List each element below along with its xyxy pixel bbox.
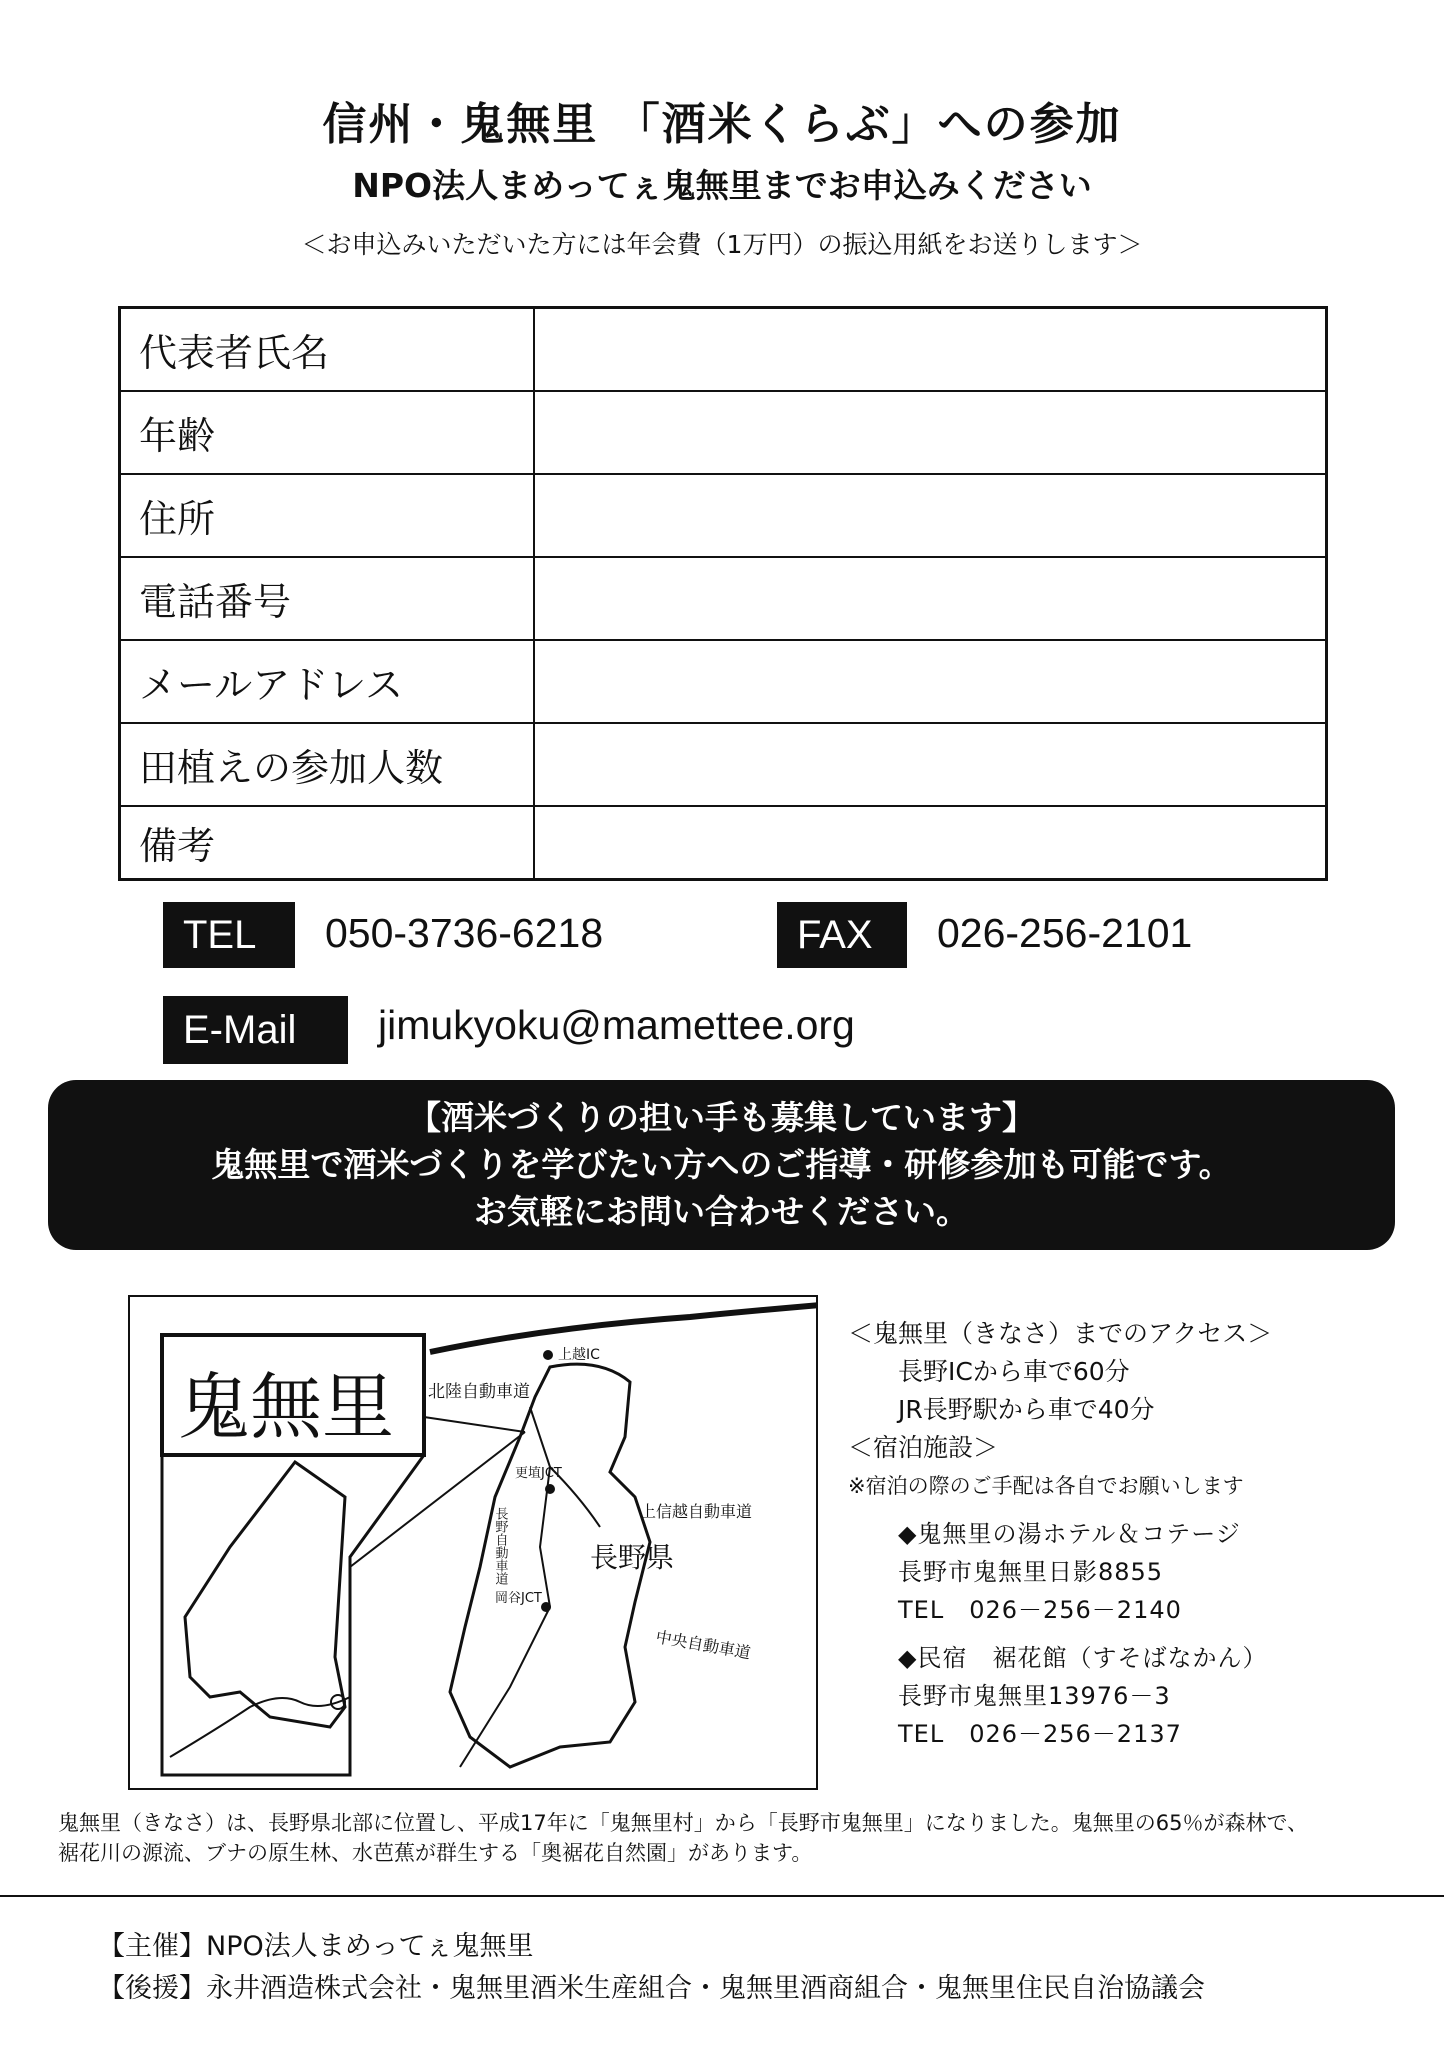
form-label-participants: 田植えの参加人数	[120, 723, 534, 806]
form-label-age: 年齢	[120, 391, 534, 474]
form-row	[120, 723, 1327, 806]
organizer: 【主催】NPO法人まめってぇ鬼無里	[98, 1931, 534, 1962]
supporters: 【後援】永井酒造株式会社・鬼無里酒米生産組合・鬼無里酒商組合・鬼無里住民自治協議会	[98, 1973, 1205, 2004]
map-label-nagano-expy: 長野自動車道	[492, 1507, 508, 1585]
access-by-car-ic: 長野ICから車で60分	[898, 1357, 1130, 1386]
banner-line: お気軽にお問い合わせください。	[474, 1192, 969, 1231]
form-field-phone[interactable]	[534, 557, 1327, 640]
kinasa-outline	[185, 1462, 345, 1727]
map-label-hokuriku: 北陸自動車道	[428, 1382, 530, 1402]
stay-heading: ＜宿泊施設＞	[848, 1433, 999, 1462]
form-label-representative: 代表者氏名	[120, 308, 534, 391]
tel-number[interactable]: 050-3736-6218	[325, 910, 604, 956]
form-row	[120, 640, 1327, 723]
access-by-car-station: JR長野駅から車で40分	[898, 1395, 1155, 1424]
banner-heading: 【酒米づくりの担い手も募集しています】	[408, 1098, 1035, 1137]
map-label-pref: 長野県	[590, 1541, 675, 1574]
access-info	[848, 1315, 1408, 1753]
form-label-remarks: 備考	[120, 806, 534, 880]
hotel1-tel[interactable]: TEL 026－256－2140	[898, 1596, 1182, 1624]
fax-label: FAX	[777, 902, 907, 968]
map-label-chuo: 中央自動車道	[654, 1627, 753, 1663]
map-label-okaya: 岡谷JCT	[495, 1591, 542, 1606]
access-heading: ＜鬼無里（きなさ）までのアクセス＞	[848, 1319, 1273, 1348]
footer	[98, 1926, 1205, 2010]
stay-note: ※宿泊の際のご手配は各自でお願いします	[848, 1474, 1244, 1498]
divider	[0, 1895, 1444, 1897]
fee-note: ＜お申込みいただいた方には年会費（1万円）の振込用紙をお送りします＞	[301, 230, 1143, 259]
hotel1-address: 長野市鬼無里日影8855	[898, 1558, 1164, 1586]
tel-label: TEL	[163, 902, 295, 968]
recruit-banner	[48, 1080, 1395, 1250]
email-label: E-Mail	[163, 996, 348, 1064]
fax-number[interactable]: 026-256-2101	[937, 910, 1193, 956]
hotel2-name: ◆民宿 裾花館（すそばなかん）	[898, 1644, 1268, 1672]
description-line: 鬼無里（きなさ）は、長野県北部に位置し、平成17年に「鬼無里村」から「長野市鬼無里」になりました。鬼無里の65％が森林で、	[58, 1811, 1309, 1835]
kinasa-description	[58, 1808, 1398, 1868]
highway-line	[430, 1305, 818, 1352]
hotel1-name: ◆鬼無里の湯ホテル＆コテージ	[898, 1520, 1241, 1548]
jct-marker-icon	[541, 1602, 551, 1612]
map-label-joshinetsu: 上信越自動車道	[640, 1502, 753, 1521]
form-field-address[interactable]	[534, 474, 1327, 557]
form-row	[120, 308, 1327, 391]
hotel2-address: 長野市鬼無里13976－3	[898, 1682, 1171, 1710]
access-map	[128, 1295, 818, 1790]
map-label-joetsu-ic: 上越IC	[558, 1347, 600, 1363]
form-label-phone: 電話番号	[120, 557, 534, 640]
banner-line: 鬼無里で酒米づくりを学びたい方へのご指導・研修参加も可能です。	[211, 1145, 1232, 1184]
jct-marker-icon	[545, 1484, 555, 1494]
form-field-age[interactable]	[534, 391, 1327, 474]
form-row	[120, 557, 1327, 640]
form-field-participants[interactable]	[534, 723, 1327, 806]
form-label-address: 住所	[120, 474, 534, 557]
page-subtitle: NPO法人まめってぇ鬼無里までお申込みください	[352, 166, 1092, 205]
hotel2-tel[interactable]: TEL 026－256－2137	[898, 1720, 1182, 1748]
map-drawing	[130, 1297, 818, 1790]
ic-marker-icon	[543, 1350, 553, 1360]
form-field-remarks[interactable]	[534, 806, 1327, 880]
map-label-koshoku: 更埴JCT	[515, 1466, 562, 1481]
map-title: 鬼無里	[178, 1365, 395, 1449]
inset-border	[162, 1455, 424, 1775]
description-line: 裾花川の源流、ブナの原生林、水芭蕉が群生する「奥裾花自然園」があります。	[58, 1841, 813, 1865]
form-field-email[interactable]	[534, 640, 1327, 723]
form-label-email: メールアドレス	[120, 640, 534, 723]
page-title: 信州・鬼無里 「酒米くらぶ」への参加	[322, 99, 1122, 150]
form-row	[120, 806, 1327, 880]
email-address[interactable]: jimukyoku@mamettee.org	[378, 1002, 855, 1048]
application-form	[118, 306, 1328, 881]
form-row	[120, 474, 1327, 557]
form-row	[120, 391, 1327, 474]
leader-line	[424, 1417, 525, 1432]
form-field-representative[interactable]	[534, 308, 1327, 391]
